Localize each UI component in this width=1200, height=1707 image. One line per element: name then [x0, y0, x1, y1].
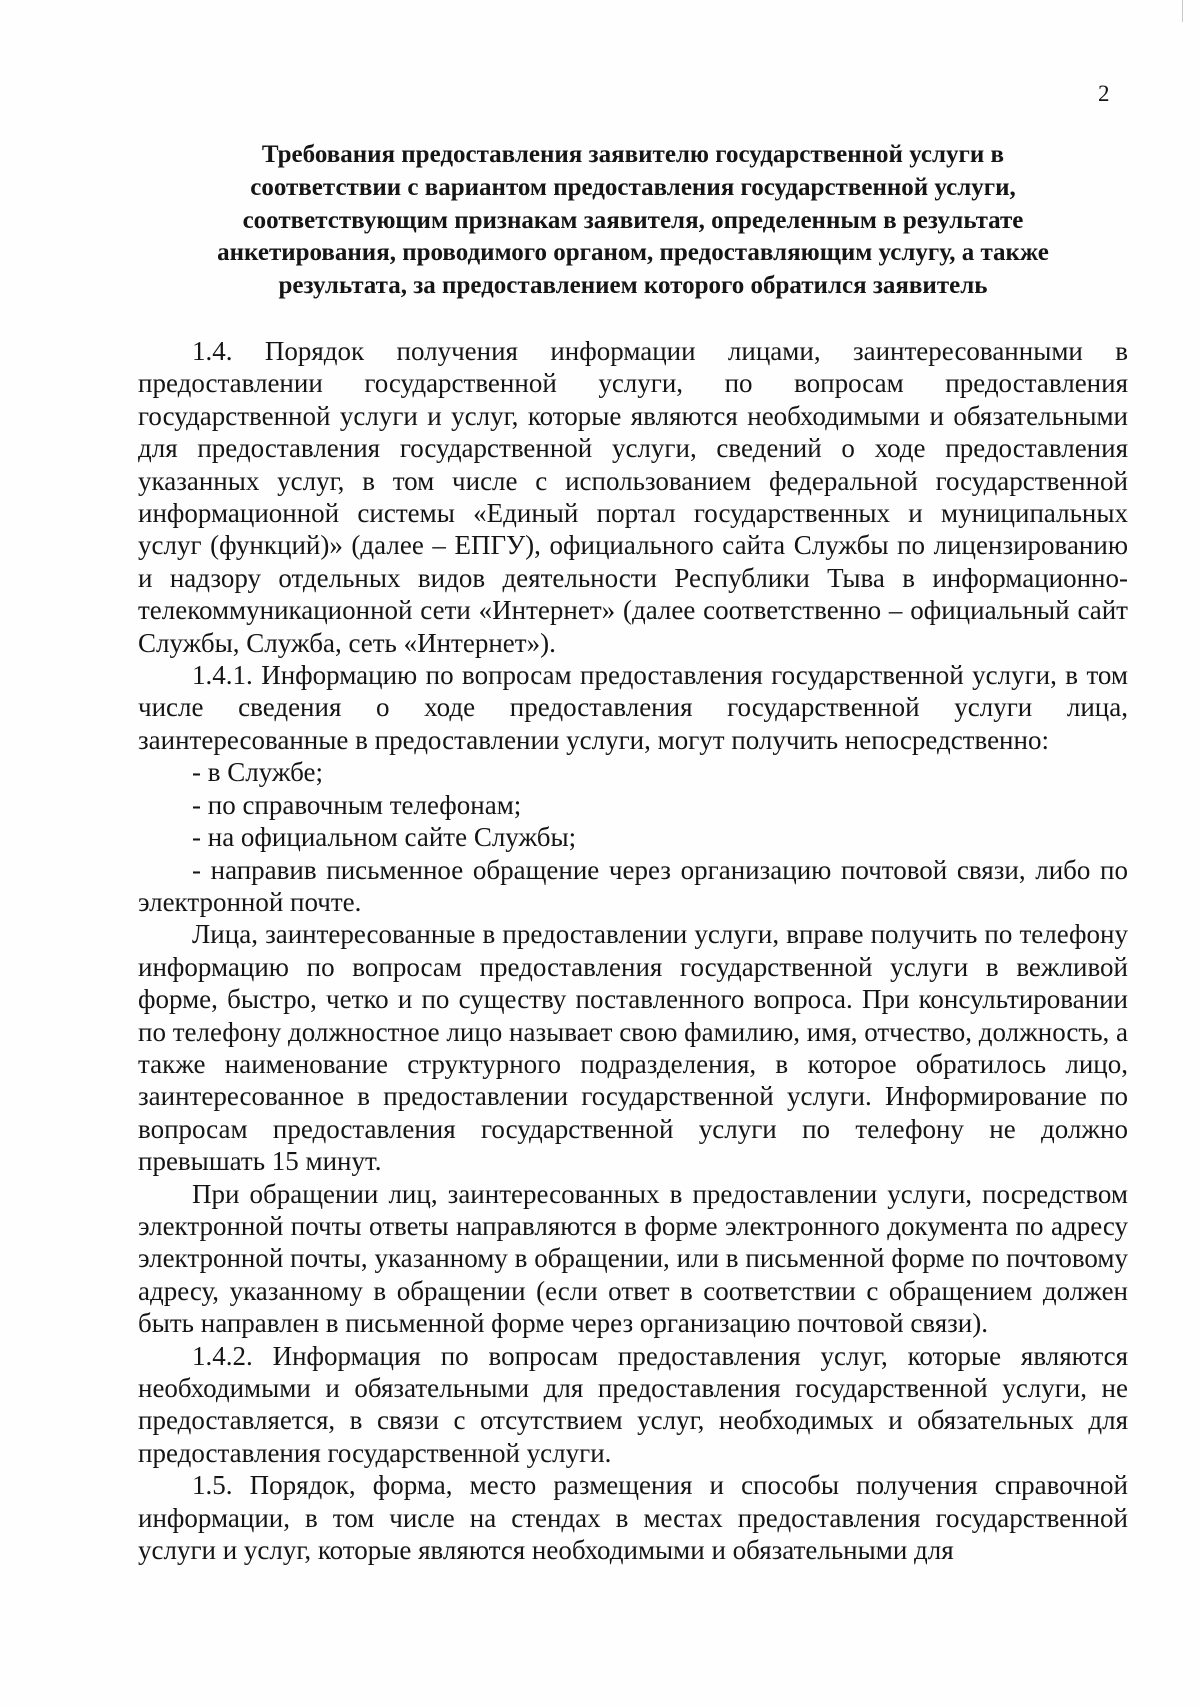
list-item: - на официальном сайте Службы; — [192, 822, 577, 853]
heading-line: Требования предоставления заявителю государственной услуги в — [261, 141, 1005, 168]
paragraph-1-4-1: 1.4.1. Информацию по вопросам предоставления государственной услуги, в том числе сведения о ходе предоставления государственной услуги лица, заинтересованные в предоставлении услуги, могут получить непосредственно: — [138, 660, 1128, 755]
scan-edge-mark — [1182, 0, 1183, 22]
paragraph-1-4: 1.4. Порядок получения информации лицами, заинтересованными в предоставлении государственной услуги, по вопросам предоставления государственной услуги и услуг, которые являются необходимыми и обязательными для предоставления государственной услуги, сведений о ходе предоставления указанных услуг, в том числе с использованием федеральной государственной информационной системы «Единый портал государственных и муниципальных услуг (функций)» (далее – ЕПГУ), официального сайта Службы по лицензированию и надзору отдельных видов деятельности Республики Тыва в информационно-телекоммуникационной сети «Интернет» (далее соответственно – официальный сайт Службы, Служба, сеть «Интернет»). — [138, 336, 1128, 658]
paragraph-email-info: При обращении лиц, заинтересованных в предоставлении услуги, посредством электронной почты ответы направляются в форме электронного документа по адресу электронной почты, указанному в обращении, или в письменной форме по почтовому адресу, указанному в обращении (если ответ в соответствии с обращением должен быть направлен в письменной форме через организацию почтовой связи). — [138, 1178, 1128, 1339]
heading-line: результата, за предоставлением которого обратился заявитель — [278, 272, 988, 300]
heading-line: соответствии с вариантом предоставления государственной услуги, — [250, 173, 1016, 201]
paragraph-1-4-2: 1.4.2. Информация по вопросам предоставления услуг, которые являются необходимыми и обязательными для предоставления государственной услуги, не предоставляется, в связи с отсутствием услуг, необходимых и обязательных для предоставления государственной услуги. — [138, 1340, 1128, 1468]
heading-line: анкетирования, проводимого органом, предоставляющим услугу, а также — [217, 239, 1049, 267]
page-number: 2 — [1098, 81, 1110, 106]
list-item: - по справочным телефонам; — [192, 789, 522, 820]
list-item: - в Службе; — [192, 757, 324, 788]
paragraph-phone-info: Лица, заинтересованные в предоставлении услуги, вправе получить по телефону информацию по вопросам предоставления государственной услуги в вежливой форме, быстро, четко и по существу поставленного вопроса. При консультировании по телефону должностное лицо называет свою фамилию, имя, отчество, должность, а также наименование структурного подразделения, в которое обратилось лицо, заинтересованное в предоставлении государственной услуги. Информирование по вопросам предоставления государственной услуги по телефону не должно превышать 15 минут. — [138, 919, 1128, 1177]
list-item: - направив письменное обращение через организацию почтовой связи, либо по электронной почте. — [138, 854, 1128, 917]
heading-line: соответствующим признакам заявителя, определенным в результате — [242, 206, 1024, 234]
document-body — [138, 335, 1128, 1566]
section-heading — [138, 139, 1128, 303]
paragraph-1-5: 1.5. Порядок, форма, место размещения и способы получения справочной информации, в том числе на стендах в местах предоставления государственной услуги и услуг, которые являются необходимыми и обязательными для — [138, 1470, 1128, 1566]
